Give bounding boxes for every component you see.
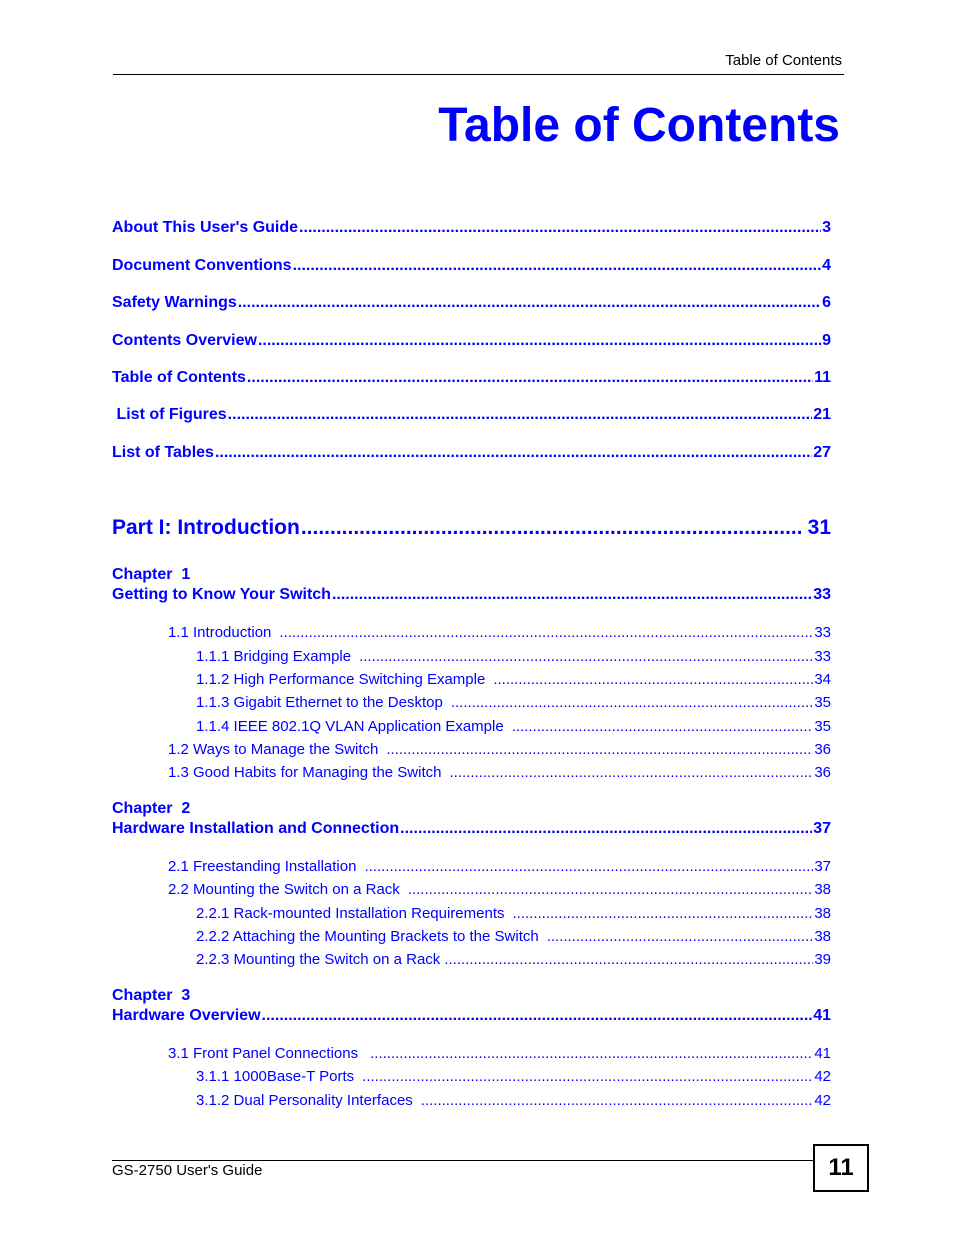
toc-entry-page: 6: [822, 294, 831, 311]
toc-entry-title: List of Figures: [112, 406, 227, 423]
toc-part-title: Part I: Introduction: [112, 516, 300, 539]
page-title: Table of Contents: [438, 99, 840, 152]
toc-entry-title: About This User's Guide: [112, 219, 299, 236]
toc-subsection[interactable]: 1.1.3 Gigabit Ethernet to the Desktop ..... 35: [196, 694, 831, 711]
toc-entry-table-of-contents[interactable]: [112, 369, 831, 387]
toc-entry-contents-overview[interactable]: [112, 332, 831, 350]
toc-part-introduction[interactable]: [112, 516, 831, 540]
toc-entry-page: 33: [813, 586, 831, 603]
toc-part-page: 31: [807, 516, 831, 539]
toc-entry-title: Table of Contents: [112, 369, 246, 386]
toc-entry-page: 9: [822, 332, 831, 349]
toc-chapter-1[interactable]: [112, 586, 831, 604]
toc-entry-page: 37: [813, 820, 831, 837]
toc-section[interactable]: 2.1 Freestanding Installation ..... 37: [168, 858, 831, 875]
toc-chapter-3[interactable]: [112, 1007, 831, 1025]
toc-entry-page: 21: [813, 406, 831, 423]
footer-rule: [112, 1160, 814, 1161]
toc-entry-page: 3: [822, 219, 831, 236]
toc-section[interactable]: 1.3 Good Habits for Managing the Switch ..... 36: [168, 764, 831, 781]
toc-entry-list-of-figures[interactable]: [112, 406, 831, 424]
toc-subsection[interactable]: 1.1.4 IEEE 802.1Q VLAN Application Example ..... 35: [196, 718, 831, 735]
toc-section[interactable]: 1.1 Introduction ..... 33: [168, 624, 831, 641]
toc-entry-page: 27: [813, 444, 831, 461]
toc-entry-title: List of Tables: [112, 444, 214, 461]
toc-entry-title: Hardware Overview: [112, 1007, 261, 1024]
toc-entry-page: 4: [822, 257, 831, 274]
toc-entry-page: 41: [813, 1007, 831, 1024]
toc-section[interactable]: 1.2 Ways to Manage the Switch ..... 36: [168, 741, 831, 758]
toc-subsection[interactable]: 3.1.1 1000Base-T Ports ..... 42: [196, 1068, 831, 1085]
chapter-label: Chapter 2: [112, 800, 191, 817]
toc-entry-about[interactable]: [112, 219, 831, 237]
toc-chapter-2[interactable]: [112, 820, 831, 838]
toc-subsection[interactable]: 3.1.2 Dual Personality Interfaces ..... 42: [196, 1092, 831, 1109]
toc-subsection[interactable]: 2.2.1 Rack-mounted Installation Requirements ..... 38: [196, 905, 831, 922]
footer-guide-name: GS-2750 User's Guide: [112, 1162, 263, 1179]
toc-entry-title: Hardware Installation and Connection: [112, 820, 400, 837]
toc-entry-title: Getting to Know Your Switch: [112, 586, 331, 603]
toc-entry-page: 11: [814, 369, 831, 386]
chapter-label: Chapter 3: [112, 987, 191, 1004]
toc-subsection[interactable]: 1.1.2 High Performance Switching Example ..... 34: [196, 671, 831, 688]
toc-entry-title: Document Conventions: [112, 257, 292, 274]
toc-subsection[interactable]: 1.1.1 Bridging Example ..... 33: [196, 648, 831, 665]
toc-entry-title: Safety Warnings: [112, 294, 237, 311]
toc-entry-safety[interactable]: [112, 294, 831, 312]
header-rule: [113, 74, 844, 75]
toc-entry-title: Contents Overview: [112, 332, 257, 349]
toc-entry-conventions[interactable]: [112, 257, 831, 275]
toc-entry-list-of-tables[interactable]: [112, 444, 831, 462]
toc-section[interactable]: 2.2 Mounting the Switch on a Rack ..... 38: [168, 881, 831, 898]
toc-subsection[interactable]: 2.2.2 Attaching the Mounting Brackets to the Switch ..... 38: [196, 928, 831, 945]
page-number: 11: [828, 1154, 854, 1181]
toc-section[interactable]: 3.1 Front Panel Connections ..... 41: [168, 1045, 831, 1062]
running-header: Table of Contents: [725, 52, 842, 69]
chapter-label: Chapter 1: [112, 566, 191, 583]
toc-subsection[interactable]: 2.2.3 Mounting the Switch on a Rack ..... 39: [196, 951, 831, 968]
page-number-box: [813, 1144, 869, 1192]
